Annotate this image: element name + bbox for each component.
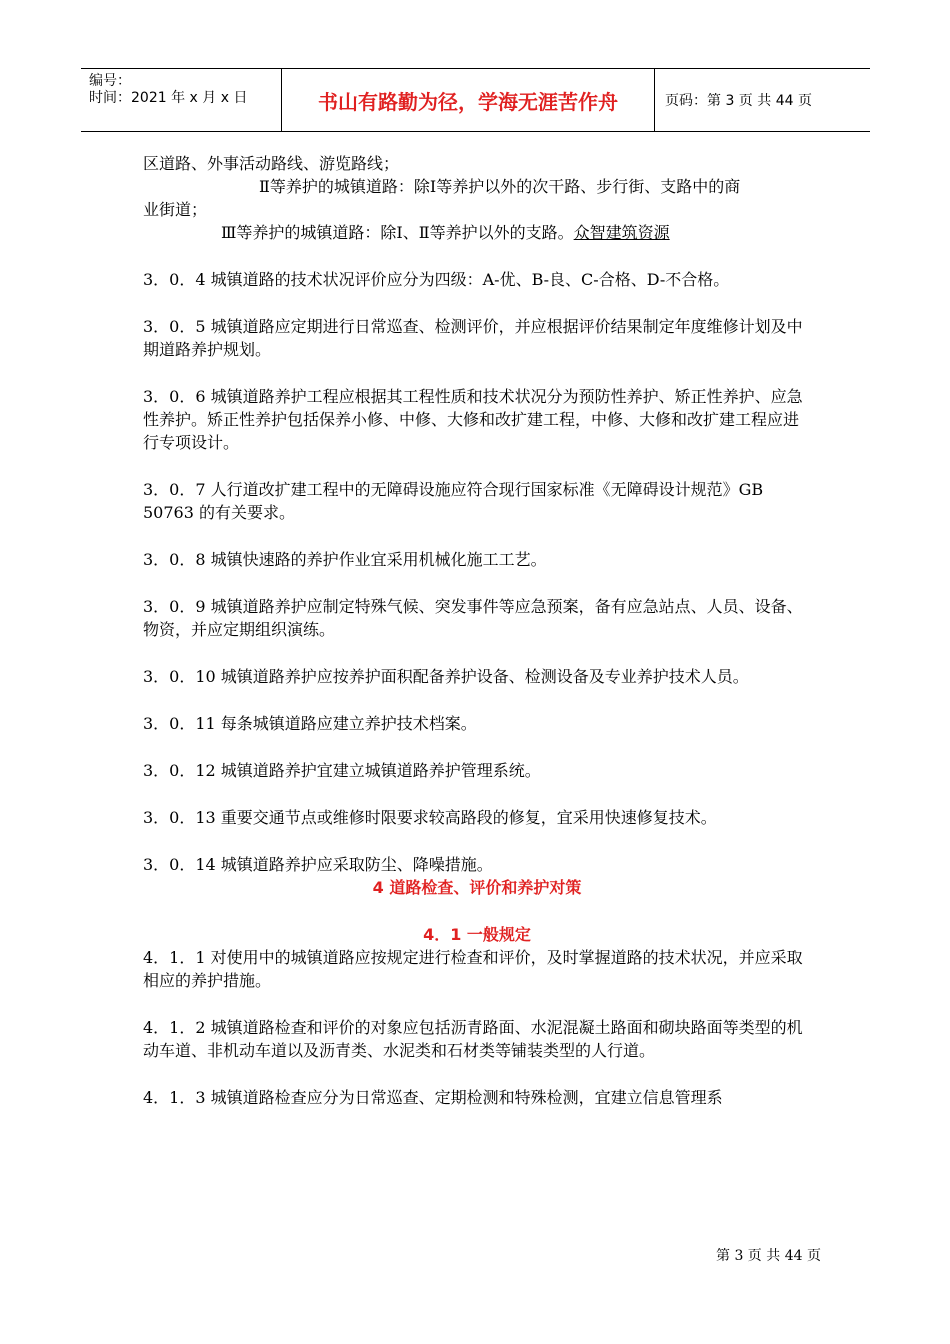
clause-4-1-1: 4．1．1 对使用中的城镇道路应按规定进行检查和评价，及时掌握道路的技术状况，并应采取相应的养护措施。: [143, 948, 803, 990]
clause-3-0-6: 3．0．6 城镇道路养护工程应根据其工程性质和技术状况分为预防性养护、矫正性养护、应急性养护。矫正性养护包括保养小修、中修、大修和改扩建工程，中修、大修和改扩建工程应进行专项设计。: [143, 387, 803, 452]
clause-3-0-11: 3．0．11 每条城镇道路应建立养护技术档案。: [143, 714, 477, 733]
clause-3-0-4: 3．0．4 城镇道路的技术状况评价应分为四级：A-优、B-良、C-合格、D-不合格。: [143, 270, 730, 289]
clause-3-0-12: 3．0．12 城镇道路养护宜建立城镇道路养护管理系统。: [143, 761, 541, 780]
chapter-heading: 4 道路检查、评价和养护对策: [372, 878, 582, 897]
paragraph: 区道路、外事活动路线、游览路线；: [143, 154, 400, 173]
clause-3-0-8: 3．0．8 城镇快速路的养护作业宜采用机械化施工工艺。: [143, 550, 547, 569]
clause-3-0-9: 3．0．9 城镇道路养护应制定特殊气候、突发事件等应急预案，备有应急站点、人员、设备、物资，并应定期组织演练。: [143, 597, 803, 639]
header-motto: 书山有路勤为径，学海无涯苦作舟: [282, 69, 655, 131]
section-heading: 4．1 一般规定: [423, 925, 531, 944]
clause-4-1-3: 4．1．3 城镇道路检查应分为日常巡查、定期检测和特殊检测，宜建立信息管理系: [143, 1088, 723, 1107]
header-meta: [81, 69, 282, 131]
page-header: [81, 68, 870, 132]
clause-3-0-5: 3．0．5 城镇道路应定期进行日常巡查、检测评价，并应根据评价结果制定年度维修计划及中期道路养护规划。: [143, 317, 803, 359]
paragraph: 业街道；: [143, 200, 208, 219]
clause-3-0-14: 3．0．14 城镇道路养护应采取防尘、降噪措施。: [143, 855, 493, 874]
doc-number-label: 编号：: [89, 73, 131, 89]
clause-3-0-13: 3．0．13 重要交通节点或维修时限要求较高路段的修复，宜采用快速修复技术。: [143, 808, 717, 827]
paragraph: Ⅱ等养护的城镇道路：除Ⅰ等养护以外的次干路、步行街、支路中的商: [259, 177, 741, 196]
clause-3-0-7: 3．0．7 人行道改扩建工程中的无障碍设施应符合现行国家标准《无障碍设计规范》GB 50763 的有关要求。: [143, 480, 764, 522]
resource-link[interactable]: 众智建筑资源: [573, 223, 670, 242]
header-page-number: 页码：第 3 页 共 44 页: [665, 93, 812, 109]
page-footer: 第 3 页 共 44 页: [716, 1248, 821, 1264]
document-body: [143, 152, 811, 1109]
clause-4-1-2: 4．1．2 城镇道路检查和评价的对象应包括沥青路面、水泥混凝土路面和砌块路面等类型的机动车道、非机动车道以及沥青类、水泥类和石材类等铺装类型的人行道。: [143, 1018, 803, 1060]
paragraph-text: Ⅲ等养护的城镇道路：除Ⅰ、Ⅱ等养护以外的支路。: [221, 223, 574, 242]
paragraph: [143, 221, 811, 244]
clause-3-0-10: 3．0．10 城镇道路养护应按养护面积配备养护设备、检测设备及专业养护技术人员。: [143, 667, 749, 686]
doc-date-label: 时间：2021 年 x 月 x 日: [89, 90, 248, 106]
